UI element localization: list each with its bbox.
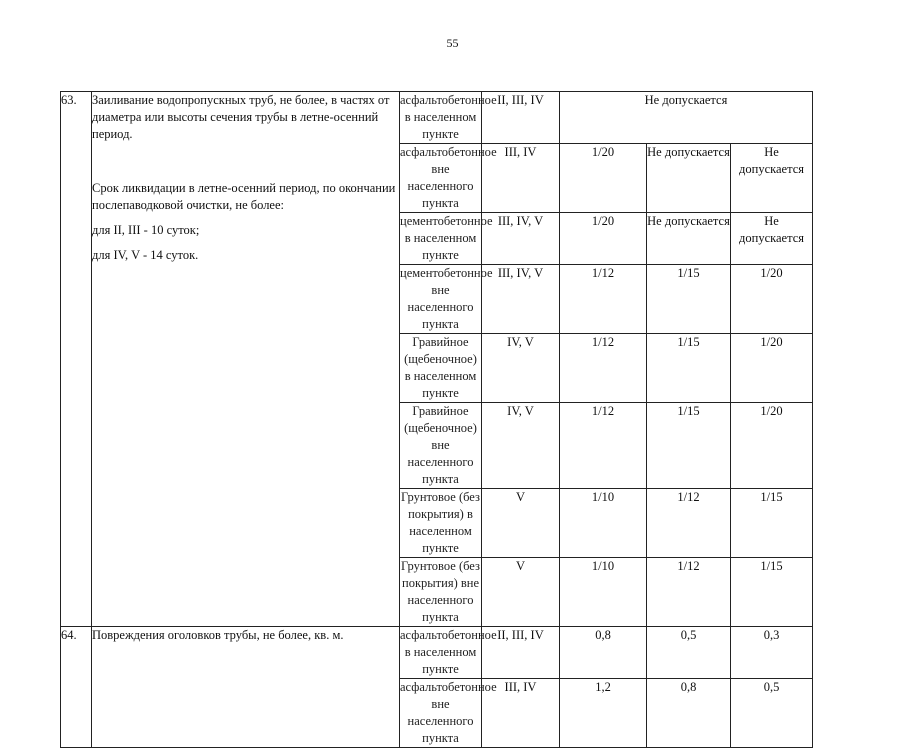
value-cell: 1/15 <box>647 265 731 334</box>
value-cell: 1/20 <box>560 144 647 213</box>
value-cell: 0,5 <box>647 627 731 679</box>
description-paragraph: Срок ликвидации в летне-осенний период, по окончании послепаводковой очистки, не более: <box>92 181 396 212</box>
value-cell: Не допускается <box>731 144 813 213</box>
value-cell: 1/10 <box>560 489 647 558</box>
value-cell: Не допускается <box>731 213 813 265</box>
value-cell: 1,2 <box>560 679 647 748</box>
surface-type-cell: Грунтовое (без покрытия) вне населенного пункта <box>400 558 482 627</box>
value-cell: 1/10 <box>560 558 647 627</box>
road-category-cell: V <box>482 489 560 558</box>
value-cell: 1/12 <box>560 403 647 489</box>
road-category-cell: IV, V <box>482 403 560 489</box>
row-description <box>92 92 400 627</box>
value-cell: Не допускается <box>647 144 731 213</box>
table-row <box>61 627 813 679</box>
value-cell: 1/15 <box>731 489 813 558</box>
value-cell: 1/15 <box>647 403 731 489</box>
road-category-cell: IV, V <box>482 334 560 403</box>
description-paragraph: для IV, V - 14 суток. <box>92 248 199 262</box>
description-paragraph: для II, III - 10 суток; <box>92 223 200 237</box>
value-cell: Не допускается <box>647 213 731 265</box>
road-category-cell: III, IV <box>482 144 560 213</box>
row-number: 64. <box>61 627 92 748</box>
surface-type-cell: асфальтобетонное вне населенного пункта <box>400 144 482 213</box>
value-cell: 1/15 <box>731 558 813 627</box>
surface-type-cell: асфальтобетонное в населенном пункте <box>400 627 482 679</box>
description-paragraph: Повреждения оголовков трубы, не более, кв. м. <box>92 628 344 642</box>
road-category-cell: III, IV, V <box>482 265 560 334</box>
value-cell: 0,8 <box>647 679 731 748</box>
surface-type-cell: цементобетонное вне населенного пункта <box>400 265 482 334</box>
value-cell: 1/12 <box>560 265 647 334</box>
surface-type-cell: асфальтобетонное в населенном пункте <box>400 92 482 144</box>
surface-type-cell: Гравийное (щебеночное) в населенном пункте <box>400 334 482 403</box>
value-cell: 1/20 <box>560 213 647 265</box>
surface-type-cell: Грунтовое (без покрытия) в населенном пункте <box>400 489 482 558</box>
value-cell: 1/12 <box>560 334 647 403</box>
value-cell: 1/20 <box>731 403 813 489</box>
value-cell: 1/15 <box>647 334 731 403</box>
surface-type-cell: Гравийное (щебеночное) вне населенного пункта <box>400 403 482 489</box>
table-row <box>61 92 813 144</box>
description-paragraph: Заиливание водопропускных труб, не более, в частях от диаметра или высоты сечения трубы в летне-осенний период. <box>92 93 390 141</box>
value-cell: 1/20 <box>731 265 813 334</box>
road-category-cell: III, IV, V <box>482 213 560 265</box>
value-cell: 0,3 <box>731 627 813 679</box>
value-cell: 1/12 <box>647 558 731 627</box>
road-category-cell: V <box>482 558 560 627</box>
value-merged-cell: Не допускается <box>560 92 813 144</box>
row-number: 63. <box>61 92 92 627</box>
surface-type-cell: асфальтобетонное вне населенного пункта <box>400 679 482 748</box>
road-category-cell: II, III, IV <box>482 92 560 144</box>
surface-type-cell: цементобетонное в населенном пункте <box>400 213 482 265</box>
value-cell: 1/20 <box>731 334 813 403</box>
road-category-cell: II, III, IV <box>482 627 560 679</box>
row-description <box>92 627 400 748</box>
requirements-table <box>60 91 813 748</box>
page-number: 55 <box>446 36 459 50</box>
road-category-cell: III, IV <box>482 679 560 748</box>
value-cell: 0,5 <box>731 679 813 748</box>
value-cell: 1/12 <box>647 489 731 558</box>
value-cell: 0,8 <box>560 627 647 679</box>
